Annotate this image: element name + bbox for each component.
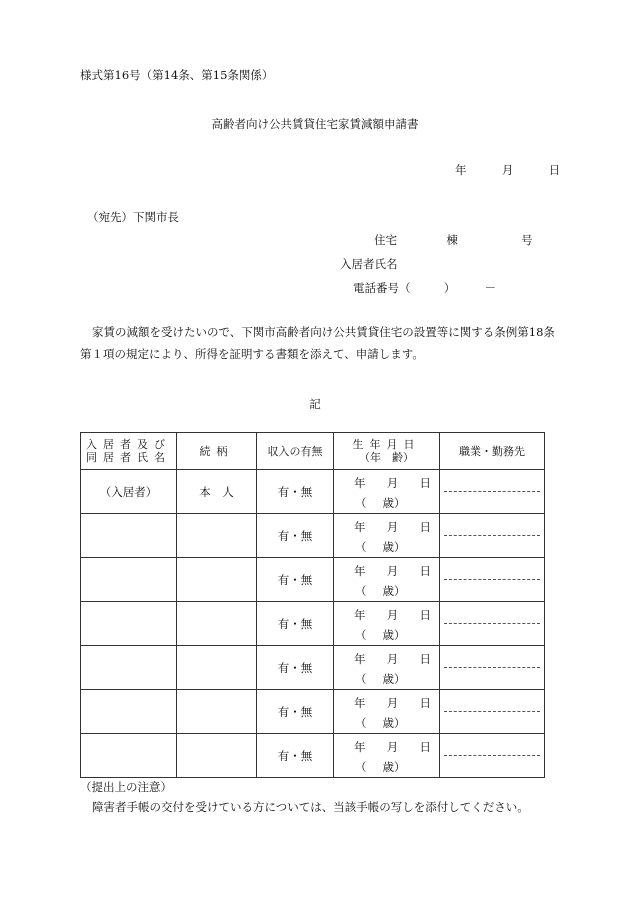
birth-month-unit: 月 — [386, 608, 399, 622]
document-title: 高齢者向け公共賃貸住宅家賃減額申請書 — [211, 117, 419, 131]
member-name-cell[interactable] — [81, 514, 177, 558]
income-cell[interactable]: 有・無 — [257, 602, 334, 646]
birth-date-cell[interactable] — [334, 646, 440, 690]
birth-month-unit: 月 — [386, 652, 399, 666]
age-open-paren: （ — [355, 540, 367, 554]
header-relation: 続柄 — [177, 433, 257, 470]
income-cell[interactable]: 有・無 — [257, 558, 334, 602]
member-name-cell[interactable] — [81, 558, 177, 602]
birth-month-unit: 月 — [386, 476, 399, 490]
relation-cell[interactable]: 本 人 — [177, 470, 257, 514]
occupation-divider — [444, 491, 540, 492]
age-line — [355, 495, 406, 511]
birth-date-cell[interactable] — [334, 602, 440, 646]
header-occupation: 職業・勤務先 — [440, 433, 545, 470]
phone-dash: － — [484, 281, 497, 295]
phone-label: 電話番号（ — [353, 281, 411, 295]
table-header-row — [81, 433, 545, 470]
age-line — [355, 715, 406, 731]
age-open-paren: （ — [355, 584, 367, 598]
header-member-name-line1: 入居者及び — [86, 438, 171, 451]
relation-cell[interactable] — [177, 646, 257, 690]
birth-date-cell[interactable] — [334, 690, 440, 734]
table-row — [81, 646, 545, 690]
income-cell[interactable]: 有・無 — [257, 646, 334, 690]
date-year-label: 年 — [455, 163, 467, 177]
date-day-label: 日 — [548, 163, 561, 177]
occupation-cell[interactable] — [440, 558, 545, 602]
birth-year-unit: 年 — [354, 608, 366, 622]
table-row — [81, 690, 545, 734]
table-row — [81, 514, 545, 558]
header-income: 収入の有無 — [257, 433, 334, 470]
birth-month-unit: 月 — [386, 696, 399, 710]
age-line — [355, 671, 406, 687]
age-open-paren: （ — [355, 716, 367, 730]
age-unit: 歳） — [382, 760, 406, 774]
occupation-divider — [444, 667, 540, 668]
birth-date-cell[interactable] — [334, 734, 440, 778]
age-unit: 歳） — [382, 496, 406, 510]
age-open-paren: （ — [355, 672, 367, 686]
occupation-divider — [444, 623, 540, 624]
age-unit: 歳） — [382, 716, 406, 730]
birth-date-cell[interactable] — [334, 558, 440, 602]
phone-row — [353, 280, 496, 296]
date-row — [455, 162, 560, 178]
birth-day-unit: 日 — [419, 564, 431, 578]
member-name-cell[interactable]: （入居者） — [81, 470, 177, 514]
resident-name-label: 入居者氏名 — [340, 257, 398, 271]
request-statement: 家賃の減額を受けたいので、下関市高齢者向け公共賃貸住宅の設置等に関する条例第18条第１項の規定により、所得を証明する書類を添えて、申請します。 — [80, 325, 555, 361]
age-line — [355, 583, 406, 599]
birth-year-unit: 年 — [354, 564, 366, 578]
birth-day-unit: 日 — [419, 608, 431, 622]
birth-day-unit: 日 — [419, 520, 431, 534]
birth-date-line — [354, 519, 431, 535]
occupation-cell[interactable] — [440, 602, 545, 646]
birth-month-unit: 月 — [386, 564, 399, 578]
age-unit: 歳） — [382, 584, 406, 598]
birth-date-line — [354, 563, 431, 579]
housing-label: 住宅 — [374, 233, 397, 247]
birth-date-line — [354, 739, 431, 755]
member-name-cell[interactable] — [81, 690, 177, 734]
relation-cell[interactable] — [177, 734, 257, 778]
occupation-divider — [444, 711, 540, 712]
addressee: （宛先）下関市長 — [87, 210, 179, 224]
birth-year-unit: 年 — [354, 652, 366, 666]
building-label: 棟 — [446, 233, 458, 247]
birth-year-unit: 年 — [354, 740, 366, 754]
birth-year-unit: 年 — [354, 696, 366, 710]
age-open-paren: （ — [355, 496, 367, 510]
birth-month-unit: 月 — [386, 520, 399, 534]
relation-cell[interactable] — [177, 690, 257, 734]
birth-day-unit: 日 — [419, 652, 431, 666]
header-member-name-line2: 同居者氏名 — [86, 451, 171, 464]
occupation-divider — [444, 535, 540, 536]
income-cell[interactable]: 有・無 — [257, 514, 334, 558]
age-line — [355, 539, 406, 555]
birth-month-unit: 月 — [386, 740, 399, 754]
age-line — [355, 759, 406, 775]
header-birth-line2: （年 齢） — [359, 451, 414, 464]
housing-row — [374, 232, 533, 248]
income-cell[interactable]: 有・無 — [257, 470, 334, 514]
table-row — [81, 602, 545, 646]
notes-heading: （提出上の注意） — [80, 780, 172, 794]
birth-date-line — [354, 475, 431, 491]
table-row — [81, 734, 545, 778]
age-unit: 歳） — [382, 540, 406, 554]
income-cell[interactable]: 有・無 — [257, 690, 334, 734]
age-line — [355, 627, 406, 643]
member-name-cell[interactable] — [81, 602, 177, 646]
birth-date-line — [354, 607, 431, 623]
birth-day-unit: 日 — [419, 476, 431, 490]
age-open-paren: （ — [355, 760, 367, 774]
birth-date-cell[interactable] — [334, 514, 440, 558]
birth-year-unit: 年 — [354, 520, 366, 534]
age-unit: 歳） — [382, 672, 406, 686]
birth-year-unit: 年 — [354, 476, 366, 490]
table-row — [81, 558, 545, 602]
birth-date-cell[interactable] — [334, 470, 440, 514]
header-birth-date — [334, 433, 440, 470]
occupation-cell[interactable] — [440, 734, 545, 778]
occupation-cell[interactable] — [440, 514, 545, 558]
age-open-paren: （ — [355, 628, 367, 642]
relation-cell[interactable] — [177, 602, 257, 646]
ki-heading: 記 — [309, 397, 321, 411]
phone-close-paren: ） — [443, 281, 456, 295]
age-unit: 歳） — [382, 628, 406, 642]
header-birth-line1: 生年月日 — [352, 438, 421, 451]
date-month-label: 月 — [501, 163, 514, 177]
occupation-cell[interactable] — [440, 646, 545, 690]
income-cell[interactable]: 有・無 — [257, 734, 334, 778]
birth-date-line — [354, 695, 431, 711]
birth-day-unit: 日 — [419, 696, 431, 710]
occupation-divider — [444, 579, 540, 580]
member-name-cell[interactable] — [81, 646, 177, 690]
occupation-divider — [444, 755, 540, 756]
number-label: 号 — [521, 233, 533, 247]
notes-body: 障害者手帳の交付を受けている方については、当該手帳の写しを添付してください。 — [92, 800, 529, 814]
birth-date-line — [354, 651, 431, 667]
header-member-name — [81, 433, 177, 470]
occupation-cell[interactable] — [440, 690, 545, 734]
relation-cell[interactable] — [177, 558, 257, 602]
member-name-cell[interactable] — [81, 734, 177, 778]
relation-cell[interactable] — [177, 514, 257, 558]
occupation-cell[interactable] — [440, 470, 545, 514]
form-number: 様式第16号（第14条、第15条関係） — [80, 68, 274, 82]
household-members-table — [80, 432, 545, 778]
table-row — [81, 470, 545, 514]
birth-day-unit: 日 — [419, 740, 431, 754]
